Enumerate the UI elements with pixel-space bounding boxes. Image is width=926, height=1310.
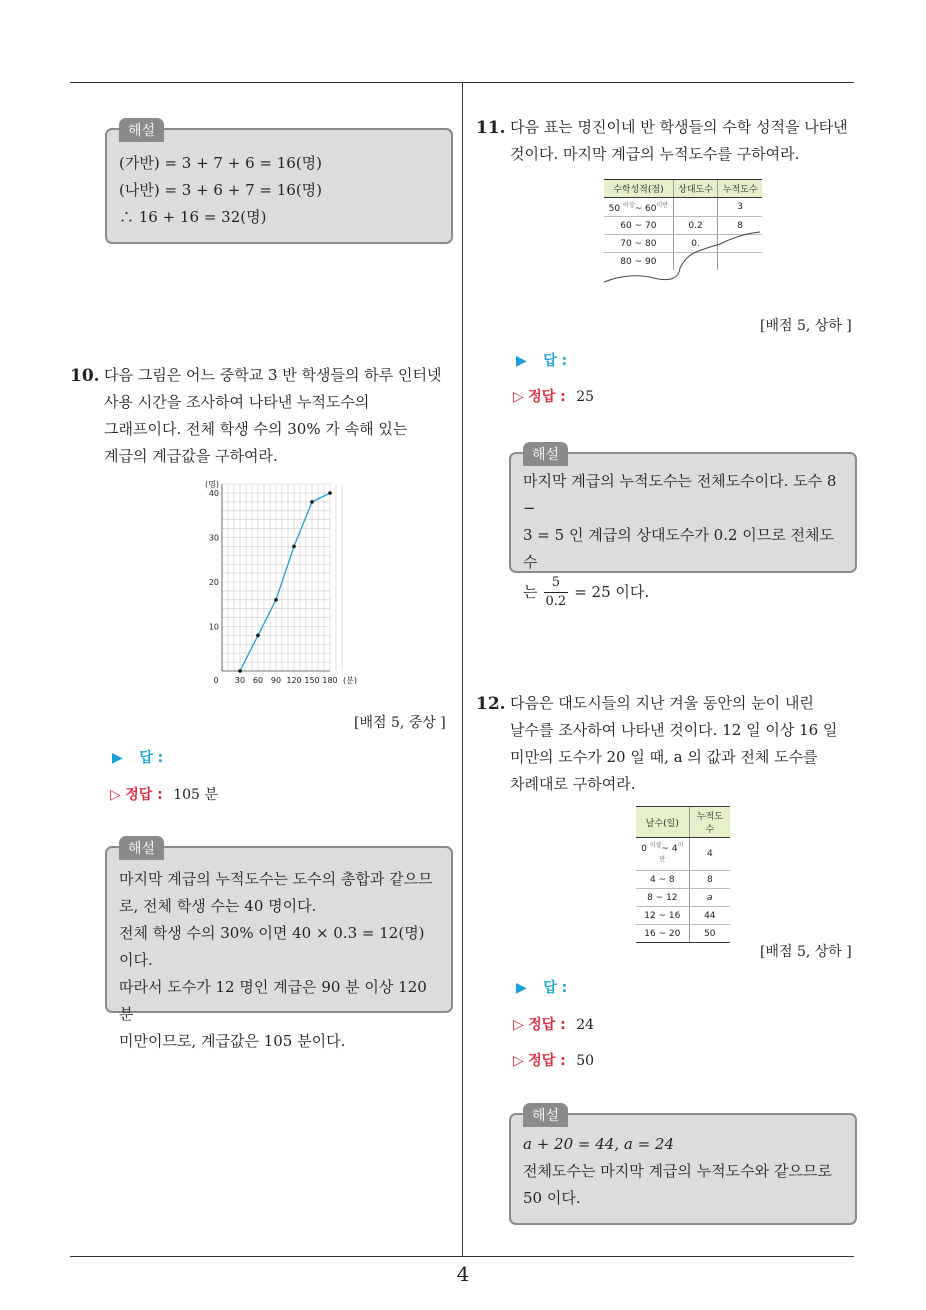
correct-answer-value: 24	[576, 1017, 595, 1033]
data-point	[274, 598, 278, 602]
explanation-box-prev	[105, 123, 453, 244]
answer-arrow-icon: ▶	[112, 750, 123, 766]
x-tick-label: 150	[304, 676, 320, 685]
sup-label: 이상	[649, 842, 662, 849]
question-line: 미만의 도수가 20 일 때, a 의 값과 전체 도수를	[510, 748, 818, 766]
question-line: 것이다. 마지막 계급의 누적도수를 구하여라.	[510, 145, 800, 163]
explanation-box-q12	[509, 1108, 857, 1225]
table-cell: 8 ~ 12	[636, 889, 689, 907]
question-line: 다음 그림은 어느 중학교 3 반 학생들의 하루 인터넷	[104, 366, 442, 384]
explanation-tag: 해설	[523, 442, 568, 466]
table-header: 누적도수	[718, 180, 762, 198]
y-tick-label: 40	[208, 489, 219, 498]
score-label: [배점 5, 상하 ]	[760, 944, 852, 960]
correct-arrow-icon: ▷	[513, 389, 524, 405]
correct-answer-row	[513, 1050, 594, 1070]
explanation-line: (나반) = 3 + 6 + 7 = 16(명)	[119, 181, 323, 199]
table-cell: 50	[689, 925, 730, 943]
correct-answer-value: 105 분	[173, 787, 218, 803]
torn-edge	[600, 228, 770, 288]
explanation-line	[523, 574, 847, 611]
y-tick-label: 10	[208, 622, 219, 632]
explanation-line: 전체 학생 수의 30% 이면 40 × 0.3 = 12(명) 이다.	[119, 924, 425, 969]
table-cell: 50 $^{이상}$~ $60^{미만}$	[604, 198, 673, 217]
explanation-line: 전체도수는 마지막 계급의 누적도수와 같으므로	[523, 1162, 832, 1180]
fraction-numerator: 5	[551, 575, 560, 590]
table-header: 수학성적(점)	[604, 180, 673, 198]
explanation-line: 3 = 5 인 계급의 상대도수가 0.2 이므로 전체도수	[523, 526, 835, 571]
explanation-box-q10	[105, 841, 453, 1050]
fraction	[544, 574, 569, 611]
correct-answer-row	[110, 784, 218, 804]
x-tick-label: 120	[286, 676, 302, 685]
table-row	[636, 871, 730, 889]
y-tick-label: 20	[208, 578, 219, 587]
table-cell: 8	[689, 871, 730, 889]
explanation-text: 는	[523, 583, 538, 601]
table-cell: 70 ~ 80	[604, 235, 673, 253]
correct-label: 정답 :	[125, 787, 163, 803]
table-row	[636, 907, 730, 925]
answer-arrow-icon: ▶	[516, 353, 527, 369]
question-text	[104, 362, 456, 470]
correct-arrow-icon: ▷	[513, 1017, 524, 1033]
table-row	[636, 925, 730, 943]
answer-label: 답 :	[139, 750, 164, 766]
answer-label: 답 :	[543, 980, 568, 996]
answer-arrow-icon: ▶	[516, 980, 527, 996]
snow-days-table	[636, 806, 730, 943]
page-number: 4	[456, 1262, 470, 1286]
data-point	[238, 669, 242, 673]
table-cell: 0.2	[673, 217, 718, 235]
table-row	[604, 198, 762, 217]
table-cell: a	[689, 889, 730, 907]
data-point	[310, 500, 314, 504]
table-header: 상대도수	[673, 180, 718, 198]
correct-answer-row	[513, 1014, 594, 1034]
answer-row	[112, 747, 163, 767]
table-row	[636, 889, 730, 907]
data-point	[328, 491, 332, 495]
sup-label: 이상	[622, 202, 635, 209]
data-point	[256, 634, 260, 638]
explanation-line: 마지막 계급의 누적도수는 전체도수이다. 도수 8 −	[523, 472, 837, 517]
y-axis-label: (명)	[205, 480, 219, 489]
question-number: 11.	[476, 118, 506, 138]
answer-label: 답 :	[543, 353, 568, 369]
table-header: 날수(일)	[636, 807, 689, 838]
explanation-tag: 해설	[119, 836, 164, 860]
table-cell: 3	[718, 198, 762, 217]
table-cell: 4	[689, 838, 730, 871]
explanation-text: = 25 이다.	[574, 583, 650, 601]
explanation-tag: 해설	[119, 118, 164, 142]
x-tick-label: 30	[234, 676, 246, 685]
chart-grid	[222, 484, 342, 671]
correct-label: 정답 :	[528, 389, 566, 405]
table-cell: 44	[689, 907, 730, 925]
table-cell: 0.	[673, 235, 718, 253]
x-tick-label: 180	[322, 676, 338, 685]
table-cell: 80 ~ 90	[620, 256, 657, 267]
table-cell	[673, 198, 718, 217]
explanation-line: a + 20 = 44, a = 24	[523, 1135, 674, 1153]
sup-label: 미만	[659, 842, 684, 863]
sup-label: 미만	[656, 202, 669, 209]
table-cell: 4 ~ 8	[636, 871, 689, 889]
explanation-line: 마지막 계급의 누적도수는 도수의 총합과 같으므	[119, 870, 433, 888]
explanation-line: ∴ 16 + 16 = 32(명)	[119, 208, 267, 226]
column-divider	[462, 82, 463, 1257]
table-cell: 60 ~ 70	[604, 217, 673, 235]
question-line: 계급의 계급값을 구하여라.	[104, 447, 278, 465]
cumulative-frequency-chart	[200, 475, 370, 695]
explanation-line: 미만이므로, 계급값은 105 분이다.	[119, 1032, 346, 1050]
question-text	[510, 114, 860, 168]
question-line: 그래프이다. 전체 학생 수의 30% 가 속해 있는	[104, 420, 408, 438]
score-label: [배점 5, 상하 ]	[760, 318, 852, 334]
fraction-denominator: 0.2	[545, 594, 567, 609]
table-header: 누적도수	[689, 807, 730, 838]
table-cell: 0 $^{이상}$~ $4^{미만}$	[636, 838, 689, 871]
question-line: 차례대로 구하여라.	[510, 775, 636, 793]
table-cell: 16 ~ 20	[636, 925, 689, 943]
score-label: [배점 5, 중상 ]	[354, 715, 446, 731]
explanation-line: 따라서 도수가 12 명인 계급은 90 분 이상 120 분	[119, 978, 427, 1023]
correct-answer-row	[513, 386, 594, 406]
x-tick-label: 90	[270, 676, 282, 685]
correct-arrow-icon: ▷	[513, 1053, 524, 1069]
explanation-line: 로, 전체 학생 수는 40 명이다.	[119, 897, 317, 915]
x-tick-label: 0	[213, 676, 219, 685]
question-number: 12.	[476, 694, 506, 714]
question-number: 10.	[70, 366, 100, 386]
table-cell: 12 ~ 16	[636, 907, 689, 925]
bottom-rule	[70, 1256, 854, 1257]
correct-label: 정답 :	[528, 1017, 566, 1033]
answer-row	[516, 977, 567, 997]
y-tick-label: 30	[208, 533, 219, 543]
explanation-tag: 해설	[523, 1103, 568, 1127]
data-point	[292, 545, 296, 549]
correct-answer-value: 25	[576, 389, 595, 405]
explanation-line: (가반) = 3 + 7 + 6 = 16(명)	[119, 154, 323, 172]
question-line: 다음은 대도시들의 지난 겨울 동안의 눈이 내린	[510, 694, 814, 712]
question-line: 사용 시간을 조사하여 나타낸 누적도수의	[104, 393, 370, 411]
table-cell: 8	[718, 217, 762, 235]
x-tick-label: 60	[252, 676, 264, 685]
explanation-line: 50 이다.	[523, 1189, 581, 1207]
table-row	[636, 838, 730, 871]
correct-answer-value: 50	[576, 1053, 595, 1069]
question-line: 날수를 조사하여 나타낸 것이다. 12 일 이상 16 일	[510, 721, 838, 739]
correct-label: 정답 :	[528, 1053, 566, 1069]
explanation-box-q11	[509, 447, 857, 609]
question-line: 다음 표는 명진이네 반 학생들의 수학 성적을 나타낸	[510, 118, 848, 136]
correct-arrow-icon: ▷	[110, 787, 121, 803]
answer-row	[516, 350, 567, 370]
x-unit-label: (분)	[343, 676, 357, 685]
question-text	[510, 690, 860, 798]
